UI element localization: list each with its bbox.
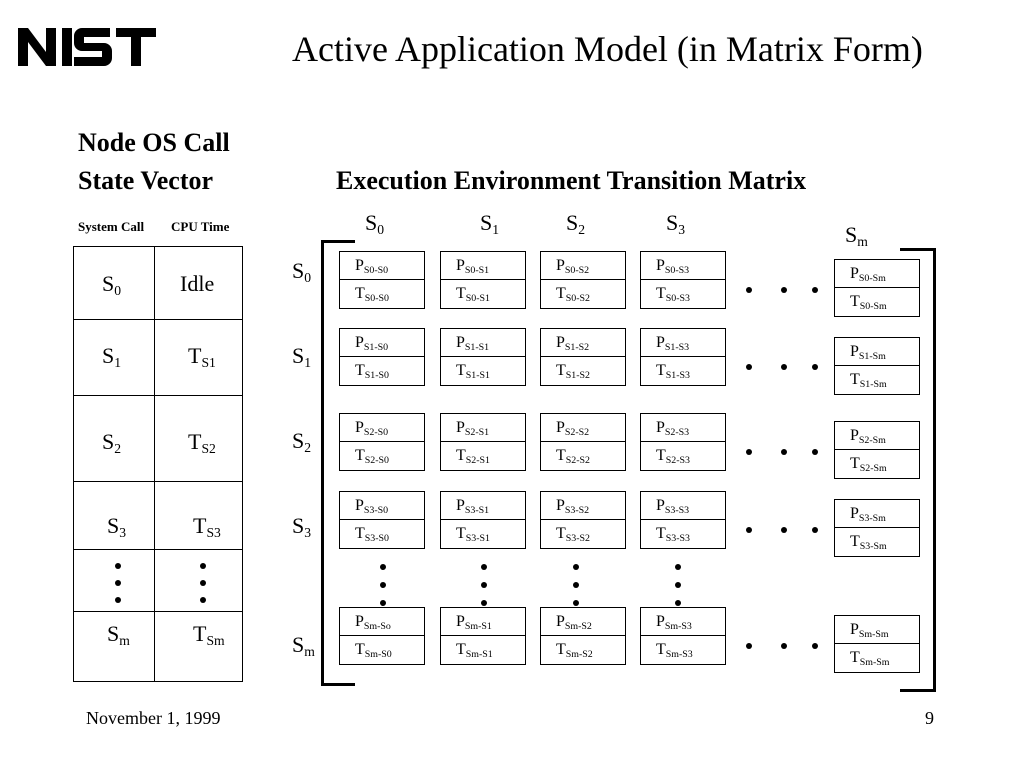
state-vector-call-m: $S_m$ (107, 621, 130, 649)
transition-time: $T_{S0-Sm}$ (850, 293, 887, 312)
transition-probability: $P_{S3-S2}$ (541, 492, 625, 520)
transition-time: $T_{S3-S2}$ (556, 525, 591, 544)
transition-probability: $P_{S0-S1}$ (441, 252, 525, 280)
transition-probability: $P_{S2-S0}$ (340, 414, 424, 442)
transition-probability: $P_{Sm-Sm}$ (835, 616, 919, 644)
ellipsis-dot (573, 564, 579, 570)
state-vector-heading-line2: State Vector (78, 166, 214, 195)
matrix-cell (540, 413, 626, 471)
transition-time: $T_{S3-S3}$ (656, 525, 691, 544)
matrix-row-label: $S_3$ (292, 513, 312, 541)
footer-date: November 1, 1999 (86, 708, 221, 728)
matrix-column-label: $S_2$ (566, 210, 586, 238)
matrix-cell (339, 251, 425, 309)
state-vector-time-3: $T_{S3}$ (193, 513, 221, 541)
transition-probability: $P_{S1-S2}$ (541, 329, 625, 357)
ellipsis-dot (200, 563, 206, 569)
matrix-cell (834, 337, 920, 395)
transition-probability: $P_{S3-S1}$ (441, 492, 525, 520)
transition-time: $T_{S0-S1}$ (456, 285, 491, 304)
transition-time: $T_{S1-S2}$ (556, 362, 591, 381)
transition-time: $T_{S2-S0}$ (355, 447, 390, 466)
row-divider (74, 481, 242, 482)
transition-probability: $P_{S0-S0}$ (340, 252, 424, 280)
transition-time: $T_{Sm-S2}$ (556, 641, 593, 660)
transition-probability: $P_{S2-S1}$ (441, 414, 525, 442)
transition-probability: $P_{S0-S2}$ (541, 252, 625, 280)
matrix-cell (339, 491, 425, 549)
matrix-cell (339, 607, 425, 665)
transition-probability: $P_{S3-Sm}$ (835, 500, 919, 528)
state-vector-time-0: Idle (180, 271, 215, 296)
ellipsis-dot (781, 287, 787, 293)
transition-probability: $P_{S2-S3}$ (641, 414, 725, 442)
transition-time: $T_{S2-S3}$ (656, 447, 691, 466)
transition-time: $T_{S1-S3}$ (656, 362, 691, 381)
transition-time: $T_{S0-S2}$ (556, 285, 591, 304)
ellipsis-dot (746, 449, 752, 455)
ellipsis-dot (200, 580, 206, 586)
ellipsis-dot (115, 563, 121, 569)
row-divider (74, 611, 242, 612)
matrix-cell (640, 491, 726, 549)
ellipsis-dot (812, 643, 818, 649)
transition-time: $T_{S0-S0}$ (355, 285, 390, 304)
matrix-cell (440, 607, 526, 665)
transition-time: $T_{Sm-S0}$ (355, 641, 392, 660)
matrix-column-label: $S_0$ (365, 210, 385, 238)
matrix-row-label: $S_1$ (292, 343, 312, 371)
state-vector-call-2: $S_2$ (102, 429, 122, 457)
matrix-cell (640, 607, 726, 665)
ellipsis-dot (573, 582, 579, 588)
state-vector-call-3: $S_3$ (107, 513, 127, 541)
state-vector-time-m: $T_{Sm}$ (193, 621, 225, 649)
ellipsis-dot (115, 597, 121, 603)
matrix-row-label: $S_m$ (292, 632, 315, 660)
matrix-cell (339, 328, 425, 386)
matrix-cell (540, 607, 626, 665)
matrix-row-label: $S_2$ (292, 428, 312, 456)
transition-probability: $P_{S1-Sm}$ (835, 338, 919, 366)
ellipsis-dot (781, 449, 787, 455)
nist-logo (16, 22, 158, 72)
matrix-cell (640, 413, 726, 471)
transition-probability: $P_{S1-S1}$ (441, 329, 525, 357)
transition-probability: $P_{S1-S3}$ (641, 329, 725, 357)
ellipsis-dot (812, 449, 818, 455)
matrix-title: Execution Environment Transition Matrix (336, 166, 807, 195)
ellipsis-dot (812, 364, 818, 370)
transition-time: $T_{S2-Sm}$ (850, 455, 887, 474)
matrix-column-label: $S_m$ (845, 222, 868, 250)
transition-time: $T_{S0-S3}$ (656, 285, 691, 304)
ellipsis-dot (781, 527, 787, 533)
row-divider (74, 395, 242, 396)
transition-probability: $P_{S1-S0}$ (340, 329, 424, 357)
matrix-cell (540, 491, 626, 549)
matrix-cell (440, 251, 526, 309)
transition-time: $T_{Sm-S3}$ (656, 641, 693, 660)
matrix-column-label: $S_1$ (480, 210, 500, 238)
matrix-cell (440, 413, 526, 471)
ellipsis-dot (781, 364, 787, 370)
state-vector-time-1: $T_{S1}$ (188, 343, 216, 371)
ellipsis-dot (573, 600, 579, 606)
transition-probability: $P_{S2-S2}$ (541, 414, 625, 442)
ellipsis-dot (115, 580, 121, 586)
ellipsis-dot (781, 643, 787, 649)
row-divider (74, 549, 242, 550)
transition-time: $T_{Sm-S1}$ (456, 641, 493, 660)
transition-probability: $P_{Sm-S3}$ (641, 608, 725, 636)
ellipsis-dot (481, 564, 487, 570)
matrix-cell (440, 328, 526, 386)
matrix-cell (540, 328, 626, 386)
matrix-cell (540, 251, 626, 309)
transition-time: $T_{S3-S0}$ (355, 525, 390, 544)
matrix-cell (834, 615, 920, 673)
matrix-cell (834, 259, 920, 317)
table-divider (154, 247, 155, 681)
ellipsis-dot (380, 564, 386, 570)
ellipsis-dot (481, 600, 487, 606)
ellipsis-dot (675, 564, 681, 570)
transition-probability: $P_{Sm-S2}$ (541, 608, 625, 636)
transition-probability: $P_{S2-Sm}$ (835, 422, 919, 450)
ellipsis-dot (481, 582, 487, 588)
transition-time: $T_{S2-S1}$ (456, 447, 491, 466)
transition-time: $T_{S1-S0}$ (355, 362, 390, 381)
ellipsis-dot (812, 527, 818, 533)
state-vector-time-2: $T_{S2}$ (188, 429, 216, 457)
transition-time: $T_{S1-Sm}$ (850, 371, 887, 390)
transition-time: $T_{S3-Sm}$ (850, 533, 887, 552)
transition-probability: $P_{S3-S0}$ (340, 492, 424, 520)
state-vector-call-0: $S_0$ (102, 271, 122, 299)
matrix-cell (834, 421, 920, 479)
slide-title: Active Application Model (in Matrix Form) (292, 29, 923, 69)
column-header-cpu-time: CPU Time (171, 219, 230, 234)
state-vector-table (73, 246, 243, 682)
matrix-column-label: $S_3$ (666, 210, 686, 238)
page-number: 9 (925, 708, 934, 728)
transition-probability: $P_{Sm-S1}$ (441, 608, 525, 636)
matrix-row-label: $S_0$ (292, 258, 312, 286)
matrix-cell (834, 499, 920, 557)
ellipsis-dot (200, 597, 206, 603)
ellipsis-dot (380, 600, 386, 606)
transition-probability: $P_{S3-S3}$ (641, 492, 725, 520)
transition-time: $T_{S3-S1}$ (456, 525, 491, 544)
ellipsis-dot (746, 527, 752, 533)
ellipsis-dot (675, 582, 681, 588)
state-vector-call-1: $S_1$ (102, 343, 122, 371)
ellipsis-dot (746, 364, 752, 370)
matrix-cell (339, 413, 425, 471)
ellipsis-dot (746, 287, 752, 293)
transition-probability: $P_{Sm-So}$ (340, 608, 424, 636)
ellipsis-dot (675, 600, 681, 606)
transition-time: $T_{S1-S1}$ (456, 362, 491, 381)
transition-probability: $P_{S0-S3}$ (641, 252, 725, 280)
ellipsis-dot (380, 582, 386, 588)
ellipsis-dot (746, 643, 752, 649)
transition-time: $T_{Sm-Sm}$ (850, 649, 890, 668)
matrix-cell (440, 491, 526, 549)
matrix-cell (640, 251, 726, 309)
matrix-cell (640, 328, 726, 386)
transition-probability: $P_{S0-Sm}$ (835, 260, 919, 288)
column-header-system-call: System Call (78, 219, 145, 234)
state-vector-heading-line1: Node OS Call (78, 128, 230, 157)
transition-time: $T_{S2-S2}$ (556, 447, 591, 466)
row-divider (74, 319, 242, 320)
ellipsis-dot (812, 287, 818, 293)
